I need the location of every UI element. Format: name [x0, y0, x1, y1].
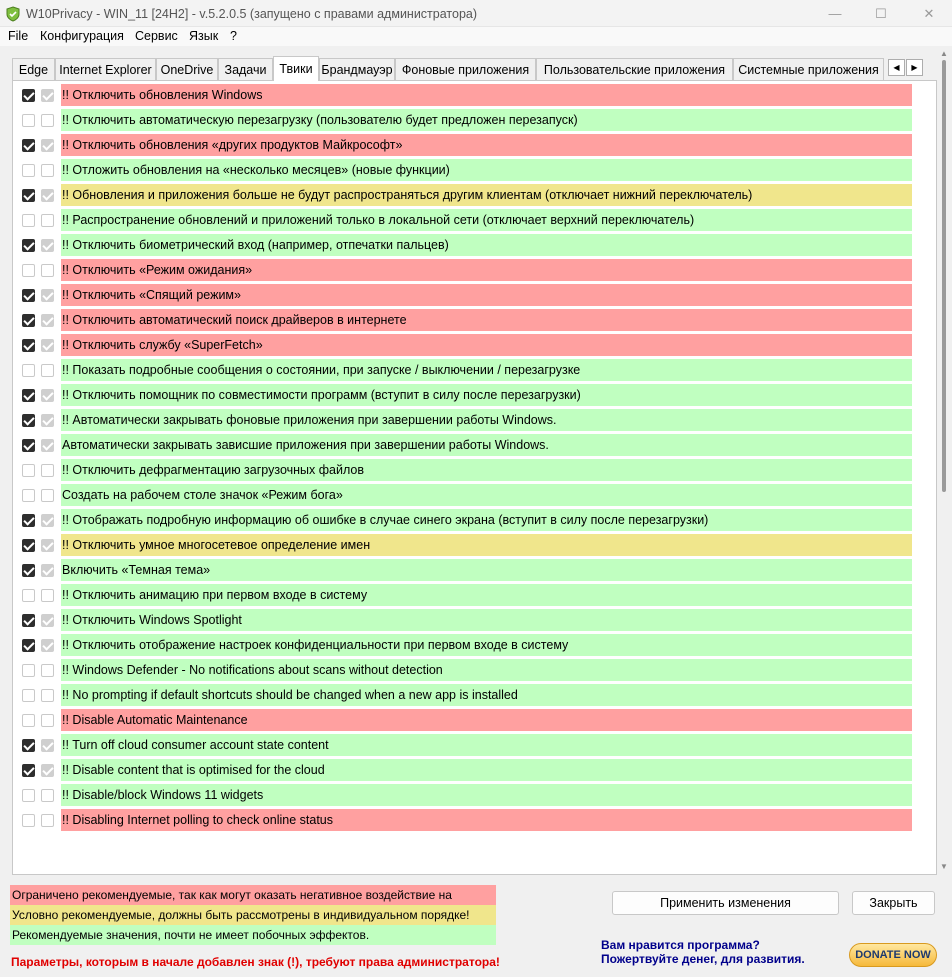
tweak-checkbox[interactable] [22, 264, 35, 277]
tweak-label[interactable]: !! Отключить обновления Windows [61, 84, 912, 106]
tab-tweaks[interactable]: Твики [273, 56, 319, 81]
tweak-row [13, 283, 913, 306]
tweak-checkbox[interactable] [22, 214, 35, 227]
tweak-default-checkbox[interactable] [41, 814, 54, 827]
tab-user-apps[interactable]: Пользовательские приложения [536, 58, 733, 80]
tweak-default-checkbox[interactable] [41, 414, 54, 427]
tweak-label[interactable]: !! Автоматически закрывать фоновые приложения при завершении работы Windows. [61, 409, 912, 431]
admin-rights-note: Параметры, которым в начале добавлен знак (!), требуют права администратора! [11, 955, 500, 969]
tweak-label[interactable]: !! Отключить анимацию при первом входе в систему [61, 584, 912, 606]
scroll-up-icon[interactable]: ▲ [940, 49, 948, 58]
tweak-row [13, 508, 913, 531]
scrollbar-thumb[interactable] [942, 60, 946, 492]
tweak-label[interactable]: !! Отключить помощник по совместимости программ (вступит в силу после перезагрузки) [61, 384, 912, 406]
tweak-checkbox[interactable] [22, 364, 35, 377]
tweak-default-checkbox[interactable] [41, 714, 54, 727]
menu-service[interactable]: Сервис [135, 29, 178, 43]
tweak-default-checkbox[interactable] [41, 264, 54, 277]
tweak-row [13, 108, 913, 131]
close-window-button[interactable]: ✕ [923, 5, 935, 21]
tweak-row [13, 608, 913, 631]
tweak-checkbox[interactable] [22, 439, 35, 452]
menu-file[interactable]: File [8, 29, 29, 43]
tab-scroll-left-icon[interactable]: ◀ [888, 59, 905, 76]
apply-changes-button[interactable]: Применить изменения [612, 891, 839, 915]
tweak-label[interactable]: !! Обновления и приложения больше не будут распространяться другим клиентам (отключает нижний переключатель) [61, 184, 912, 206]
tweak-label[interactable]: !! Отключить отображение настроек конфиденциальности при первом входе в систему [61, 634, 912, 656]
menu-bar [0, 27, 952, 46]
menu-configuration[interactable]: Конфигурация [40, 29, 124, 43]
close-button[interactable]: Закрыть [852, 891, 935, 915]
tweak-checkbox[interactable] [22, 139, 35, 152]
tab-system-apps[interactable]: Системные приложения [733, 58, 884, 80]
tweak-row [13, 83, 913, 106]
tweak-label[interactable]: !! Отключить автоматический поиск драйверов в интернете [61, 309, 912, 331]
title-bar [0, 0, 952, 27]
tweak-row [13, 633, 913, 656]
tweak-row [13, 558, 913, 581]
tweak-default-checkbox[interactable] [41, 664, 54, 677]
tweak-checkbox[interactable] [22, 764, 35, 777]
tweak-checkbox[interactable] [22, 389, 35, 402]
tweak-checkbox[interactable] [22, 539, 35, 552]
tweak-checkbox[interactable] [22, 514, 35, 527]
tweak-label[interactable]: Создать на рабочем столе значок «Режим бога» [61, 484, 912, 506]
tweak-row [13, 183, 913, 206]
tweak-checkbox[interactable] [22, 414, 35, 427]
legend-red: Ограничено рекомендуемые, так как могут оказать негативное воздействие на [10, 885, 496, 905]
tweak-row [13, 258, 913, 281]
tweak-checkbox[interactable] [22, 664, 35, 677]
tweak-checkbox[interactable] [22, 814, 35, 827]
tweak-row [13, 408, 913, 431]
donate-button[interactable]: DONATE NOW [849, 943, 937, 967]
tweak-checkbox[interactable] [22, 114, 35, 127]
tweak-default-checkbox[interactable] [41, 214, 54, 227]
tweak-default-checkbox[interactable] [41, 89, 54, 102]
tweak-label[interactable]: !! Отключить службу «SuperFetch» [61, 334, 912, 356]
donate-line-1: Вам нравится программа? [601, 938, 760, 952]
tweak-default-checkbox[interactable] [41, 189, 54, 202]
tweak-label[interactable]: !! Показать подробные сообщения о состоянии, при запуске / выключении / перезагрузке [61, 359, 912, 381]
tweak-label[interactable]: !! No prompting if default shortcuts should be changed when a new app is installed [61, 684, 912, 706]
tweak-default-checkbox[interactable] [41, 514, 54, 527]
tweak-default-checkbox[interactable] [41, 164, 54, 177]
vertical-scrollbar[interactable] [937, 46, 952, 875]
tweak-checkbox[interactable] [22, 589, 35, 602]
tweak-label[interactable]: !! Отключить Windows Spotlight [61, 609, 912, 631]
tweak-default-checkbox[interactable] [41, 739, 54, 752]
tweak-checkbox[interactable] [22, 739, 35, 752]
tweak-row [13, 308, 913, 331]
tweak-default-checkbox[interactable] [41, 364, 54, 377]
tweak-row [13, 358, 913, 381]
tweak-default-checkbox[interactable] [41, 589, 54, 602]
tweak-checkbox[interactable] [22, 639, 35, 652]
tweak-row [13, 383, 913, 406]
maximize-button[interactable]: ☐ [875, 5, 887, 21]
tweak-checkbox[interactable] [22, 489, 35, 502]
tweak-label[interactable]: !! Disable/block Windows 11 widgets [61, 784, 912, 806]
tab-scroll-right-icon[interactable]: ▶ [906, 59, 923, 76]
tweak-checkbox[interactable] [22, 339, 35, 352]
tweak-checkbox[interactable] [22, 314, 35, 327]
tweak-checkbox[interactable] [22, 289, 35, 302]
tweak-checkbox[interactable] [22, 789, 35, 802]
tweak-checkbox[interactable] [22, 714, 35, 727]
tweak-checkbox[interactable] [22, 239, 35, 252]
tweak-label[interactable]: Автоматически закрывать зависшие приложения при завершении работы Windows. [61, 434, 912, 456]
tweak-row [13, 333, 913, 356]
tweak-default-checkbox[interactable] [41, 639, 54, 652]
menu-language[interactable]: Язык [189, 29, 219, 43]
minimize-button[interactable]: — [828, 6, 842, 21]
tweak-label[interactable]: !! Отключить биометрический вход (например, отпечатки пальцев) [61, 234, 912, 256]
tweak-row [13, 208, 913, 231]
tweak-row [13, 433, 913, 456]
tweak-label[interactable]: !! Отключить автоматическую перезагрузку (пользователю будет предложен перезапуск) [61, 109, 912, 131]
tweak-label[interactable]: !! Отображать подробную информацию об ошибке в случае синего экрана (вступит в силу после перезагрузки) [61, 509, 912, 531]
window-title: W10Privacy - WIN_11 [24H2] - v.5.2.0.5 (запущено с правами администратора) [26, 7, 478, 21]
tweak-row [13, 233, 913, 256]
tweak-default-checkbox[interactable] [41, 439, 54, 452]
tweak-checkbox[interactable] [22, 89, 35, 102]
tweak-label[interactable]: !! Turn off cloud consumer account state content [61, 734, 912, 756]
tweak-checkbox[interactable] [22, 464, 35, 477]
tweak-label[interactable]: !! Windows Defender - No notifications about scans without detection [61, 659, 912, 681]
tweak-default-checkbox[interactable] [41, 289, 54, 302]
tweak-checkbox[interactable] [22, 689, 35, 702]
tweak-default-checkbox[interactable] [41, 689, 54, 702]
tweak-label[interactable]: !! Отключить «Режим ожидания» [61, 259, 912, 281]
tweak-row [13, 708, 913, 731]
tweak-row [13, 583, 913, 606]
tab-internet-explorer[interactable]: Internet Explorer [55, 58, 156, 80]
tab-strip [12, 56, 926, 80]
legend-green: Рекомендуемые значения, почти не имеет побочных эффектов. [10, 925, 496, 945]
tweak-checkbox[interactable] [22, 564, 35, 577]
tweak-label[interactable]: !! Распространение обновлений и приложений только в локальной сети (отключает верхний переключатель) [61, 209, 912, 231]
tweak-checkbox[interactable] [22, 614, 35, 627]
tweak-label[interactable]: !! Disabling Internet polling to check online status [61, 809, 912, 831]
tweak-row [13, 133, 913, 156]
menu-help[interactable]: ? [230, 29, 237, 43]
tweak-default-checkbox[interactable] [41, 489, 54, 502]
tab-edge[interactable]: Edge [12, 58, 55, 80]
tweak-default-checkbox[interactable] [41, 239, 54, 252]
tweak-row [13, 658, 913, 681]
tweak-list [12, 80, 937, 875]
tweak-default-checkbox[interactable] [41, 464, 54, 477]
tweak-label[interactable]: !! Отложить обновления на «несколько месяцев» (новые функции) [61, 159, 912, 181]
scroll-down-icon[interactable]: ▼ [940, 862, 948, 871]
tweak-label[interactable]: !! Disable content that is optimised for the cloud [61, 759, 912, 781]
tweak-row [13, 458, 913, 481]
tweak-default-checkbox[interactable] [41, 789, 54, 802]
tab-background-apps[interactable]: Фоновые приложения [395, 58, 536, 80]
tweak-label[interactable]: !! Отключить «Спящий режим» [61, 284, 912, 306]
tweak-default-checkbox[interactable] [41, 389, 54, 402]
tweak-label[interactable]: !! Disable Automatic Maintenance [61, 709, 912, 731]
tweak-default-checkbox[interactable] [41, 114, 54, 127]
tweak-row [13, 158, 913, 181]
tweak-default-checkbox[interactable] [41, 564, 54, 577]
tweak-row [13, 483, 913, 506]
tweak-label[interactable]: !! Отключить умное многосетевое определение имен [61, 534, 912, 556]
donate-message [601, 938, 805, 966]
shield-check-icon [5, 6, 21, 22]
tweak-default-checkbox[interactable] [41, 139, 54, 152]
tab-tasks[interactable]: Задачи [218, 58, 273, 80]
tweak-default-checkbox[interactable] [41, 539, 54, 552]
tweak-row [13, 758, 913, 781]
tweak-row [13, 733, 913, 756]
tweak-row [13, 533, 913, 556]
tweak-checkbox[interactable] [22, 164, 35, 177]
legend-yellow: Условно рекомендуемые, должны быть рассмотрены в индивидуальном порядке! [10, 905, 496, 925]
tweak-row [13, 783, 913, 806]
tab-onedrive[interactable]: OneDrive [156, 58, 218, 80]
tweak-row [13, 808, 913, 831]
donate-line-2: Пожертвуйте денег, для развития. [601, 952, 805, 966]
tweak-label[interactable]: !! Отключить дефрагментацию загрузочных файлов [61, 459, 912, 481]
tweak-checkbox[interactable] [22, 189, 35, 202]
tweak-label[interactable]: Включить «Темная тема» [61, 559, 912, 581]
tweak-label[interactable]: !! Отключить обновления «других продуктов Майкрософт» [61, 134, 912, 156]
tweak-row [13, 683, 913, 706]
tweak-default-checkbox[interactable] [41, 764, 54, 777]
tab-firewall[interactable]: Брандмауэр [319, 58, 395, 80]
tweak-default-checkbox[interactable] [41, 314, 54, 327]
tweak-default-checkbox[interactable] [41, 339, 54, 352]
tweak-default-checkbox[interactable] [41, 614, 54, 627]
